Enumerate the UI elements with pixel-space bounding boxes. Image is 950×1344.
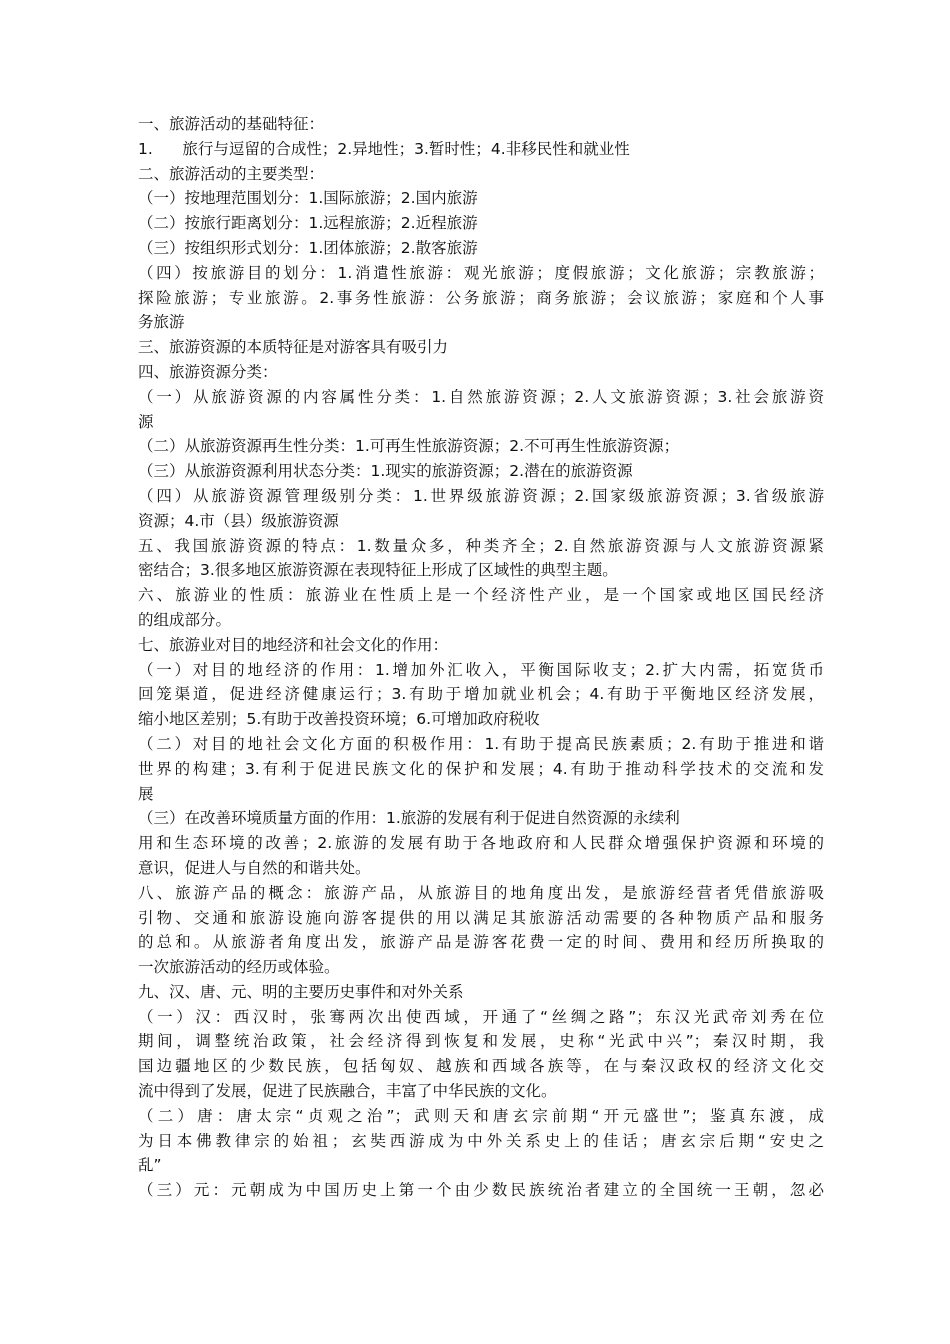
text-line: （一）按地理范围划分：1.国际旅游；2.国内旅游: [138, 189, 478, 208]
heading-9: 九、汉、唐、元、明的主要历史事件和对外关系: [138, 982, 464, 1001]
text-line: 的总和。从旅游者角度出发，旅游产品是游客花费一定的时间、费用和经历所换取的: [138, 933, 824, 952]
text-line: 回笼渠道，促进经济健康运行；3.有助于增加就业机会；4.有助于平衡地区经济发展，: [138, 685, 824, 704]
text-line: 密结合；3.很多地区旅游资源在表现特征上形成了区域性的典型主题。: [138, 561, 618, 580]
text-line: 用和生态环境的改善；2.旅游的发展有助于各地政府和人民群众增强保护资源和环境的: [138, 834, 824, 853]
text-line: 国边疆地区的少数民族，包括匈奴、越族和西域各族等，在与秦汉政权的经济文化交: [138, 1057, 824, 1076]
text-line: 流中得到了发展，促进了民族融合，丰富了中华民族的文化。: [138, 1082, 557, 1101]
text-line: （三）按组织形式划分：1.团体旅游；2.散客旅游: [138, 238, 478, 257]
text-line: （一）汉：西汉时，张骞两次出使西域，开通了“丝绸之路”；东汉光武帝刘秀在位: [138, 1007, 824, 1026]
text-line: 的组成部分。: [138, 610, 232, 629]
text-line: （四）从旅游资源管理级别分类：1.世界级旅游资源；2.国家级旅游资源；3.省级旅游: [138, 486, 824, 505]
heading-3: 三、旅游资源的本质特征是对游客具有吸引力: [138, 338, 449, 357]
text-line: 为日本佛教律宗的始祖；玄奘西游成为中外关系史上的佳话；唐玄宗后期“安史之: [138, 1131, 824, 1150]
text-line: 1. 旅行与逗留的合成性；2.异地性；3.暂时性；4.非移民性和就业性: [138, 139, 630, 158]
document-body: [138, 112, 824, 1203]
text-line: 源: [138, 412, 154, 431]
text-line: （三）在改善环境质量方面的作用：1.旅游的发展有利于促进自然资源的永续利: [138, 809, 680, 828]
text-line: （二）从旅游资源再生性分类：1.可再生性旅游资源；2.不可再生性旅游资源；: [138, 437, 680, 456]
text-line: 期间，调整统治政策，社会经济得到恢复和发展，史称“光武中兴”；秦汉时期，我: [138, 1032, 824, 1051]
text-line: （三）元：元朝成为中国历史上第一个由少数民族统治者建立的全国统一王朝，忽必: [138, 1181, 824, 1200]
text-line: （三）从旅游资源利用状态分类：1.现实的旅游资源；2.潜在的旅游资源: [138, 462, 633, 481]
text-line: 缩小地区差别；5.有助于改善投资环境；6.可增加政府税收: [138, 710, 540, 729]
text-line: 展: [138, 784, 154, 803]
heading-5: 五、我国旅游资源的特点：1.数量众多，种类齐全；2.自然旅游资源与人文旅游资源紧: [138, 536, 824, 555]
heading-2: 二、旅游活动的主要类型：: [138, 164, 325, 183]
heading-6: 六、旅游业的性质：旅游业在性质上是一个经济性产业，是一个国家或地区国民经济: [138, 586, 824, 605]
heading-7: 七、旅游业对目的地经济和社会文化的作用：: [138, 635, 449, 654]
text-line: （一）从旅游资源的内容属性分类：1.自然旅游资源；2.人文旅游资源；3.社会旅游资: [138, 387, 824, 406]
text-line: （二）对目的地社会文化方面的积极作用：1.有助于提高民族素质；2.有助于推进和谐: [138, 734, 824, 753]
text-line: 一次旅游活动的经历或体验。: [138, 958, 340, 977]
heading-8: 八、旅游产品的概念：旅游产品，从旅游目的地角度出发，是旅游经营者凭借旅游吸: [138, 883, 824, 902]
text-line: （二）唐：唐太宗“贞观之治”；武则天和唐玄宗前期“开元盛世”；鉴真东渡，成: [138, 1106, 824, 1125]
heading-4: 四、旅游资源分类：: [138, 362, 278, 381]
text-line: （二）按旅行距离划分：1.远程旅游；2.近程旅游: [138, 214, 478, 233]
text-line: （一）对目的地经济的作用：1.增加外汇收入，平衡国际收支；2.扩大内需，拓宽货币: [138, 660, 824, 679]
text-line: 资源；4.市（县）级旅游资源: [138, 511, 339, 530]
text-line: 引物、交通和旅游设施向游客提供的用以满足其旅游活动需要的各种物质产品和服务: [138, 908, 824, 927]
text-line: 务旅游: [138, 313, 185, 332]
text-line: 世界的构建；3.有利于促进民族文化的保护和发展；4.有助于推动科学技术的交流和发: [138, 759, 824, 778]
text-line: 意识，促进人与自然的和谐共处。: [138, 858, 371, 877]
heading-1: 一、旅游活动的基础特征：: [138, 115, 325, 133]
text-line: 探险旅游；专业旅游。2.事务性旅游：公务旅游；商务旅游；会议旅游；家庭和个人事: [138, 288, 824, 307]
text-line: 乱”: [138, 1156, 162, 1175]
text-line: （四）按旅游目的划分：1.消遣性旅游：观光旅游；度假旅游；文化旅游；宗教旅游；: [138, 263, 824, 282]
